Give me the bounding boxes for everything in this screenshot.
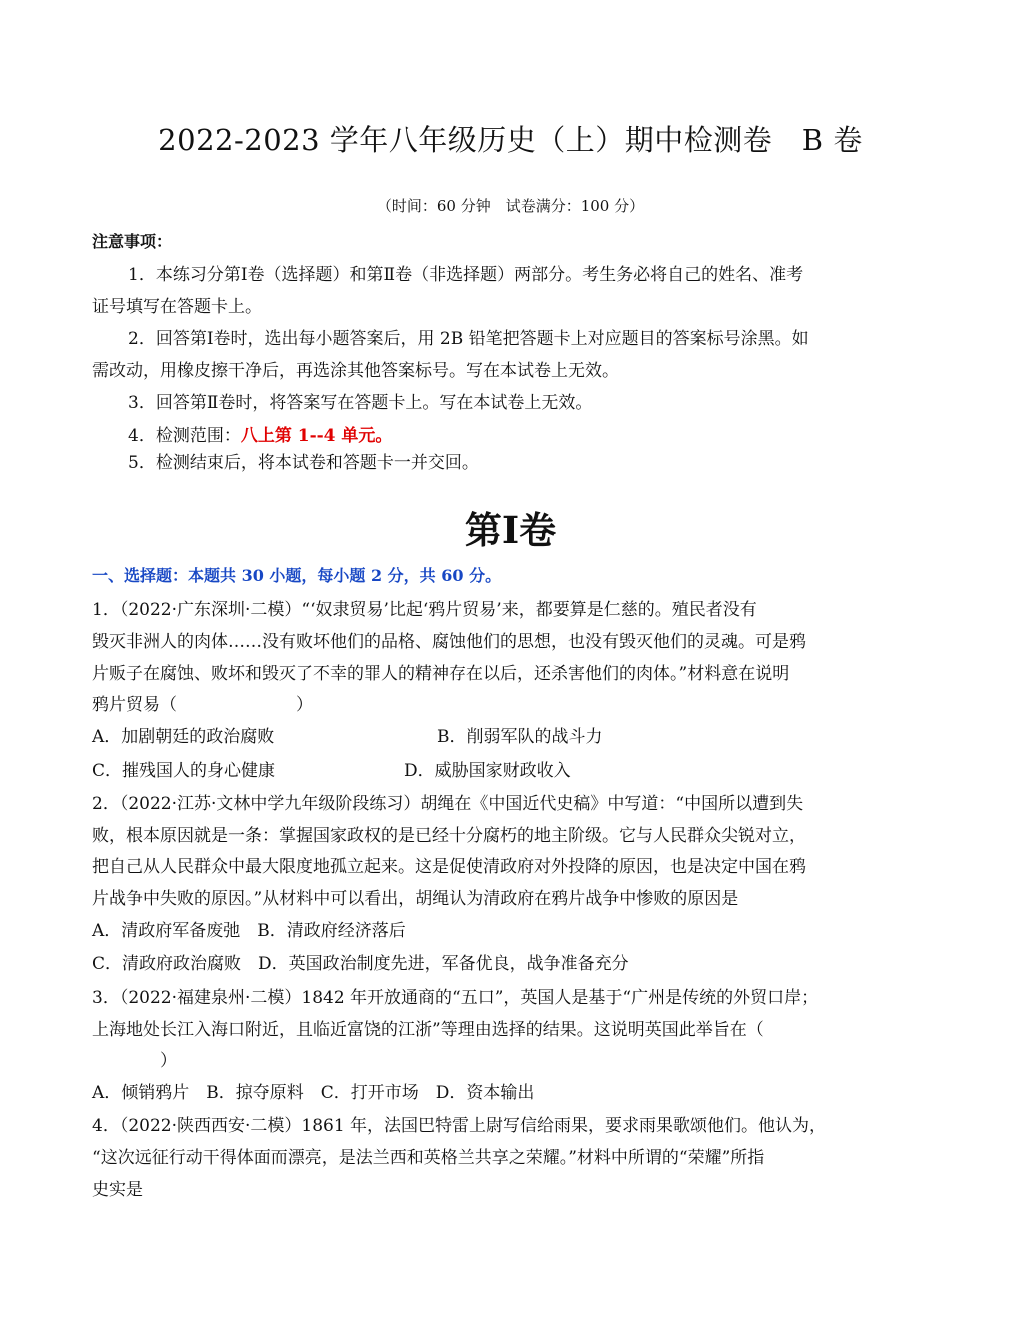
notes-heading: 注意事项： (92, 232, 173, 251)
note-3: 3．回答第Ⅱ卷时，将答案写在答题卡上。写在本试卷上无效。 (128, 393, 593, 413)
q2-line-2: 败，根本原因就是一条：掌握国家政权的是已经十分腐朽的地主阶级。它与人民群众尖锐对立， (92, 826, 806, 846)
q2-options-ab: A．清政府军备废弛 B．清政府经济落后 (92, 921, 406, 941)
note-4-range: 八上第 1--4 单元。 (240, 426, 393, 446)
q1-option-b: B．削弱军队的战斗力 (437, 727, 603, 747)
q2-options-cd: C．清政府政治腐败 D．英国政治制度先进，军备优良，战争准备充分 (92, 954, 629, 974)
q3-line-2: 上海地处长江入海口附近，且临近富饶的江浙”等理由选择的结果。这说明英国此举旨在（ (92, 1020, 764, 1040)
q1-line-2: 毁灭非洲人的肉体……没有败坏他们的品格、腐蚀他们的思想，也没有毁灭他们的灵魂。可是鸦 (92, 632, 806, 652)
note-4-prefix: 4．检测范围： (128, 426, 241, 446)
q1-option-d: D．威胁国家财政收入 (404, 761, 571, 781)
note-2-line-1: 2．回答第Ⅰ卷时，选出每小题答案后，用 2B 铅笔把答题卡上对应题目的答案标号涂黑。如 (128, 329, 809, 349)
q1-line-3: 片贩子在腐蚀、败坏和毁灭了不幸的罪人的精神存在以后，还杀害他们的肉体。”材料意在说明 (92, 664, 790, 684)
q2-line-1: 2．（2022·江苏·文林中学九年级阶段练习）胡绳在《中国近代史稿》中写道：“中国所以遭到失 (92, 794, 804, 814)
q3-line-3: ） (160, 1051, 177, 1071)
q3-options: A．倾销鸦片 B．掠夺原料 C．打开市场 D．资本输出 (92, 1083, 535, 1103)
note-2-line-2: 需改动，用橡皮擦干净后，再选涂其他答案标号。写在本试卷上无效。 (92, 361, 619, 381)
q4-line-3: 史实是 (92, 1180, 143, 1200)
q1-option-a: A．加剧朝廷的政治腐败 (92, 727, 275, 747)
note-4 (128, 421, 918, 446)
q2-line-4: 片战争中失败的原因。”从材料中可以看出，胡绳认为清政府在鸦片战争中惨败的原因是 (92, 889, 739, 909)
exam-time-and-score: （时间：60 分钟 试卷满分：100 分） (376, 197, 645, 215)
q1-line-4: 鸦片贸易（ ） (92, 695, 313, 715)
q4-line-2: “这次远征行动干得体面而漂亮，是法兰西和英格兰共享之荣耀。”材料中所谓的“荣耀”所指 (92, 1148, 765, 1168)
section-title: 第Ⅰ卷 (464, 508, 557, 552)
note-1-line-2: 证号填写在答题卡上。 (92, 297, 262, 317)
q1-line-1: 1．（2022·广东深圳·二模）“‘奴隶贸易’比起‘鸦片贸易’来，都要算是仁慈的。殖民者没有 (92, 600, 757, 620)
exam-title: 2022-2023 学年八年级历史（上）期中检测卷 B 卷 (158, 123, 863, 157)
q2-line-3: 把自己从人民群众中最大限度地孤立起来。这是促使清政府对外投降的原因，也是决定中国在鸦 (92, 857, 806, 877)
q3-line-1: 3．（2022·福建泉州·二模）1842 年开放通商的“五口”，英国人是基于“广州是传统的外贸口岸； (92, 988, 819, 1008)
q1-option-c: C．摧残国人的身心健康 (92, 761, 276, 781)
note-1-line-1: 1．本练习分第Ⅰ卷（选择题）和第Ⅱ卷（非选择题）两部分。考生务必将自己的姓名、准考 (128, 265, 804, 285)
note-5: 5．检测结束后，将本试卷和答题卡一并交回。 (128, 453, 479, 473)
q4-line-1: 4．（2022·陕西西安·二模）1861 年，法国巴特雷上尉写信给雨果，要求雨果歌颂他们。他认为， (92, 1116, 827, 1136)
part-heading: 一、选择题：本题共 30 小题，每小题 2 分，共 60 分。 (92, 566, 502, 585)
